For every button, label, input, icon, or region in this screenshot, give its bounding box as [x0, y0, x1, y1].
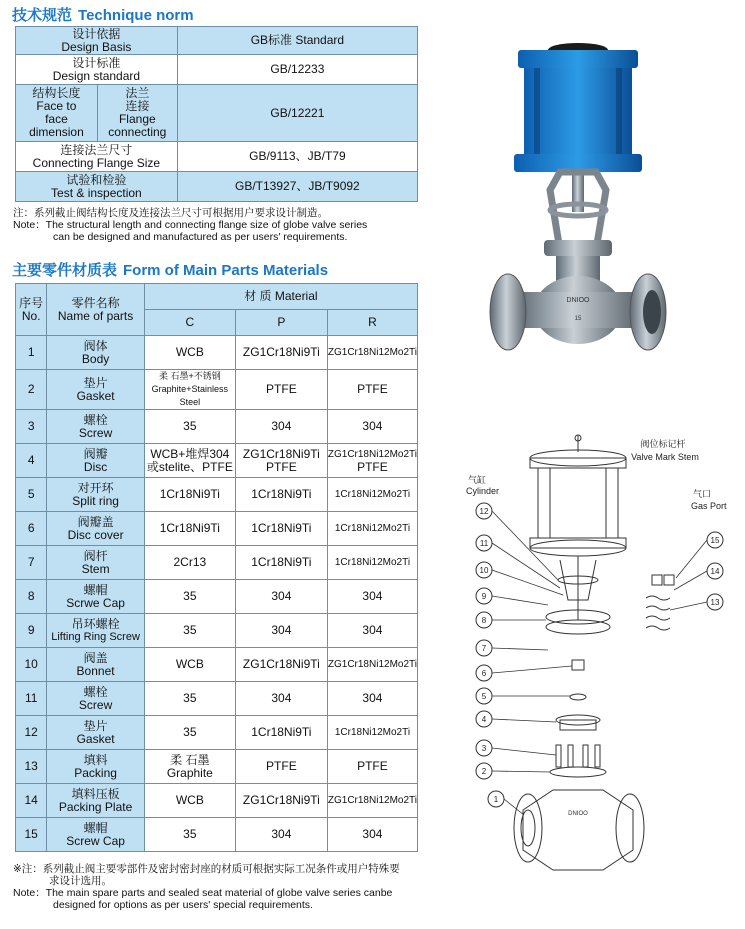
- material-c: 1Cr18Ni9Ti: [144, 512, 235, 546]
- parts-note: ※注：系列截止阀主要零部件及密封密封座的材质可根据实际工况条件或用户特殊要 求设计选用。 Note：The main spare parts and sealed seat material of globe valve series canbe designed for options as per users' special requirements.: [13, 863, 400, 911]
- label-cylinder-en: Cylinder: [466, 486, 500, 496]
- label-cell: 试验和检验 Test & inspection: [16, 172, 178, 202]
- material-c: 35: [144, 614, 235, 648]
- material-p: 304: [235, 410, 327, 444]
- callout-label-3: 3: [481, 744, 487, 753]
- part-no: 2: [16, 370, 47, 410]
- part-name: 填料压板 Packing Plate: [47, 784, 144, 818]
- technique-table: [15, 26, 418, 202]
- diagram-brand-label: DNIOO: [568, 811, 588, 817]
- callout-label-14: 14: [710, 567, 720, 576]
- table-row: [16, 410, 418, 444]
- callout-label-15: 15: [710, 536, 720, 545]
- valve-photo: [478, 40, 678, 390]
- label-gas-port-en: Gas Port: [691, 501, 727, 511]
- material-c: 35: [144, 716, 235, 750]
- header-material: 材 质 Material: [144, 284, 417, 310]
- part-no: 1: [16, 336, 47, 370]
- callout-label-6: 6: [481, 669, 487, 678]
- material-p: ZG1Cr18Ni9Ti: [235, 648, 327, 682]
- table-row: [16, 750, 418, 784]
- header-c: C: [144, 310, 235, 336]
- callout-label-8: 8: [481, 616, 487, 625]
- parts-table: [15, 283, 418, 852]
- material-p: ZG1Cr18Ni9Ti: [235, 336, 327, 370]
- material-r: ZG1Cr18Ni12Mo2Ti: [327, 784, 417, 818]
- parts-title: [12, 259, 328, 280]
- material-r: 1Cr18Ni12Mo2Ti: [327, 716, 417, 750]
- exploded-diagram: [438, 430, 745, 929]
- technique-title-cn: 技术规范: [12, 7, 73, 24]
- sub-label-cell: 法兰 连接 Flange connecting: [97, 85, 177, 142]
- table-row: [16, 370, 418, 410]
- material-c: 35: [144, 410, 235, 444]
- material-r: 304: [327, 818, 417, 852]
- label-cylinder-cn: 气缸: [468, 475, 487, 485]
- material-c: WCB+堆焊304 或stelite、PTFE: [144, 444, 235, 478]
- table-row: [16, 172, 418, 202]
- label-cell: 连接法兰尺寸 Connecting Flange Size: [16, 142, 178, 172]
- table-row: [16, 784, 418, 818]
- part-name: 阀体 Body: [47, 336, 144, 370]
- material-r: 304: [327, 682, 417, 716]
- material-p: 304: [235, 818, 327, 852]
- part-no: 9: [16, 614, 47, 648]
- label-gas-port-cn: 气口: [693, 489, 712, 499]
- part-no: 10: [16, 648, 47, 682]
- technique-note: 注：系列截止阀结构长度及连接法兰尺寸可根据用户要求设计制造。 Note：The structural length and connecting flange size of globe valve series can be designed and manufactured as per users' requirements.: [13, 207, 368, 243]
- material-r: 1Cr18Ni12Mo2Ti: [327, 512, 417, 546]
- part-name: 对开环 Split ring: [47, 478, 144, 512]
- material-p: 1Cr18Ni9Ti: [235, 546, 327, 580]
- material-r: PTFE: [327, 370, 417, 410]
- callout-label-4: 4: [481, 715, 487, 724]
- table-row: [16, 444, 418, 478]
- technique-title: [12, 4, 194, 25]
- part-name: 垫片 Gasket: [47, 716, 144, 750]
- material-r: 1Cr18Ni12Mo2Ti: [327, 478, 417, 512]
- material-r: 304: [327, 614, 417, 648]
- table-row: [16, 716, 418, 750]
- label-cell: 设计标准 Design standard: [16, 55, 178, 85]
- callout-label-12: 12: [479, 507, 489, 516]
- table-row: [16, 512, 418, 546]
- part-no: 3: [16, 410, 47, 444]
- label-cell: 结构长度 Face to face dimension: [16, 85, 98, 142]
- part-name: 螺帽 Scrwe Cap: [47, 580, 144, 614]
- table-row: [16, 682, 418, 716]
- material-c: WCB: [144, 648, 235, 682]
- value-cell: GB/9113、JB/T79: [177, 142, 417, 172]
- value-cell: GB/12233: [177, 55, 417, 85]
- material-p: 1Cr18Ni9Ti: [235, 512, 327, 546]
- table-row: [16, 55, 418, 85]
- header-p: P: [235, 310, 327, 336]
- callout-label-1: 1: [493, 795, 499, 804]
- table-row: [16, 818, 418, 852]
- table-row: [16, 336, 418, 370]
- material-r: 1Cr18Ni12Mo2Ti: [327, 546, 417, 580]
- table-row: [16, 27, 418, 55]
- value-cell: GB/12221: [177, 85, 417, 142]
- material-p: 1Cr18Ni9Ti: [235, 478, 327, 512]
- table-row: [16, 85, 418, 142]
- material-p: 1Cr18Ni9Ti: [235, 716, 327, 750]
- label-cell: 设计依据 Design Basis: [16, 27, 178, 55]
- table-row: [16, 546, 418, 580]
- callout-label-5: 5: [481, 692, 487, 701]
- part-name: 螺栓 Screw: [47, 410, 144, 444]
- photo-size-label: 15: [574, 316, 582, 322]
- table-row: [16, 648, 418, 682]
- cylinder-body: [524, 68, 632, 156]
- header-no: 序号 No.: [16, 284, 47, 336]
- material-c: 1Cr18Ni9Ti: [144, 478, 235, 512]
- material-r: ZG1Cr18Ni12Mo2Ti: [327, 336, 417, 370]
- material-p: 304: [235, 580, 327, 614]
- material-c: 35: [144, 580, 235, 614]
- callout-label-9: 9: [481, 592, 487, 601]
- part-no: 13: [16, 750, 47, 784]
- table-row: [16, 614, 418, 648]
- part-name: 阀杆 Stem: [47, 546, 144, 580]
- material-c: WCB: [144, 336, 235, 370]
- material-p: PTFE: [235, 370, 327, 410]
- parts-title-cn: 主要零件材质表: [12, 262, 118, 279]
- material-c: WCB: [144, 784, 235, 818]
- material-r: 304: [327, 410, 417, 444]
- technique-title-en: Technique norm: [78, 7, 194, 24]
- material-p: ZG1Cr18Ni9Ti PTFE: [235, 444, 327, 478]
- table-row: [16, 580, 418, 614]
- label-valve-mark-stem-cn: 阀位标记杆: [640, 439, 686, 449]
- photo-brand-label: DNIOO: [566, 297, 590, 304]
- part-name: 螺帽 Screw Cap: [47, 818, 144, 852]
- part-no: 15: [16, 818, 47, 852]
- table-row: [16, 142, 418, 172]
- material-c: 35: [144, 818, 235, 852]
- left-flange: [490, 274, 526, 350]
- header-name: 零件名称 Name of parts: [47, 284, 144, 336]
- material-c: 2Cr13: [144, 546, 235, 580]
- material-r: ZG1Cr18Ni12Mo2Ti: [327, 648, 417, 682]
- part-no: 12: [16, 716, 47, 750]
- value-cell: GB标准 Standard: [177, 27, 417, 55]
- part-name: 吊环螺栓 Lifting Ring Screw: [47, 614, 144, 648]
- part-no: 4: [16, 444, 47, 478]
- part-name: 阀瓣盖 Disc cover: [47, 512, 144, 546]
- callout-label-10: 10: [479, 566, 489, 575]
- cylinder-top-plate: [518, 50, 638, 68]
- value-cell: GB/T13927、JB/T9092: [177, 172, 417, 202]
- part-name: 填料 Packing: [47, 750, 144, 784]
- callout-label-7: 7: [481, 644, 487, 653]
- part-no: 5: [16, 478, 47, 512]
- callout-label-11: 11: [479, 539, 489, 548]
- part-no: 11: [16, 682, 47, 716]
- parts-title-en: Form of Main Parts Materials: [123, 262, 329, 279]
- part-name: 阀瓣 Disc: [47, 444, 144, 478]
- material-c: 35: [144, 682, 235, 716]
- part-name: 螺栓 Screw: [47, 682, 144, 716]
- part-no: 14: [16, 784, 47, 818]
- header-r: R: [327, 310, 417, 336]
- material-r: ZG1Cr18Ni12Mo2Ti PTFE: [327, 444, 417, 478]
- part-no: 7: [16, 546, 47, 580]
- table-row: [16, 478, 418, 512]
- part-no: 6: [16, 512, 47, 546]
- material-r: PTFE: [327, 750, 417, 784]
- part-name: 垫片 Gasket: [47, 370, 144, 410]
- material-p: ZG1Cr18Ni9Ti: [235, 784, 327, 818]
- material-c: 柔 石墨 Graphite: [144, 750, 235, 784]
- material-r: 304: [327, 580, 417, 614]
- material-p: PTFE: [235, 750, 327, 784]
- material-c: 柔 石墨+不锈钢 Graphite+Stainless Steel: [144, 370, 235, 410]
- label-valve-mark-stem-en: Valve Mark Stem: [631, 452, 699, 462]
- callout-label-13: 13: [710, 598, 720, 607]
- material-p: 304: [235, 682, 327, 716]
- part-no: 8: [16, 580, 47, 614]
- material-p: 304: [235, 614, 327, 648]
- callout-label-2: 2: [481, 767, 487, 776]
- part-name: 阀盖 Bonnet: [47, 648, 144, 682]
